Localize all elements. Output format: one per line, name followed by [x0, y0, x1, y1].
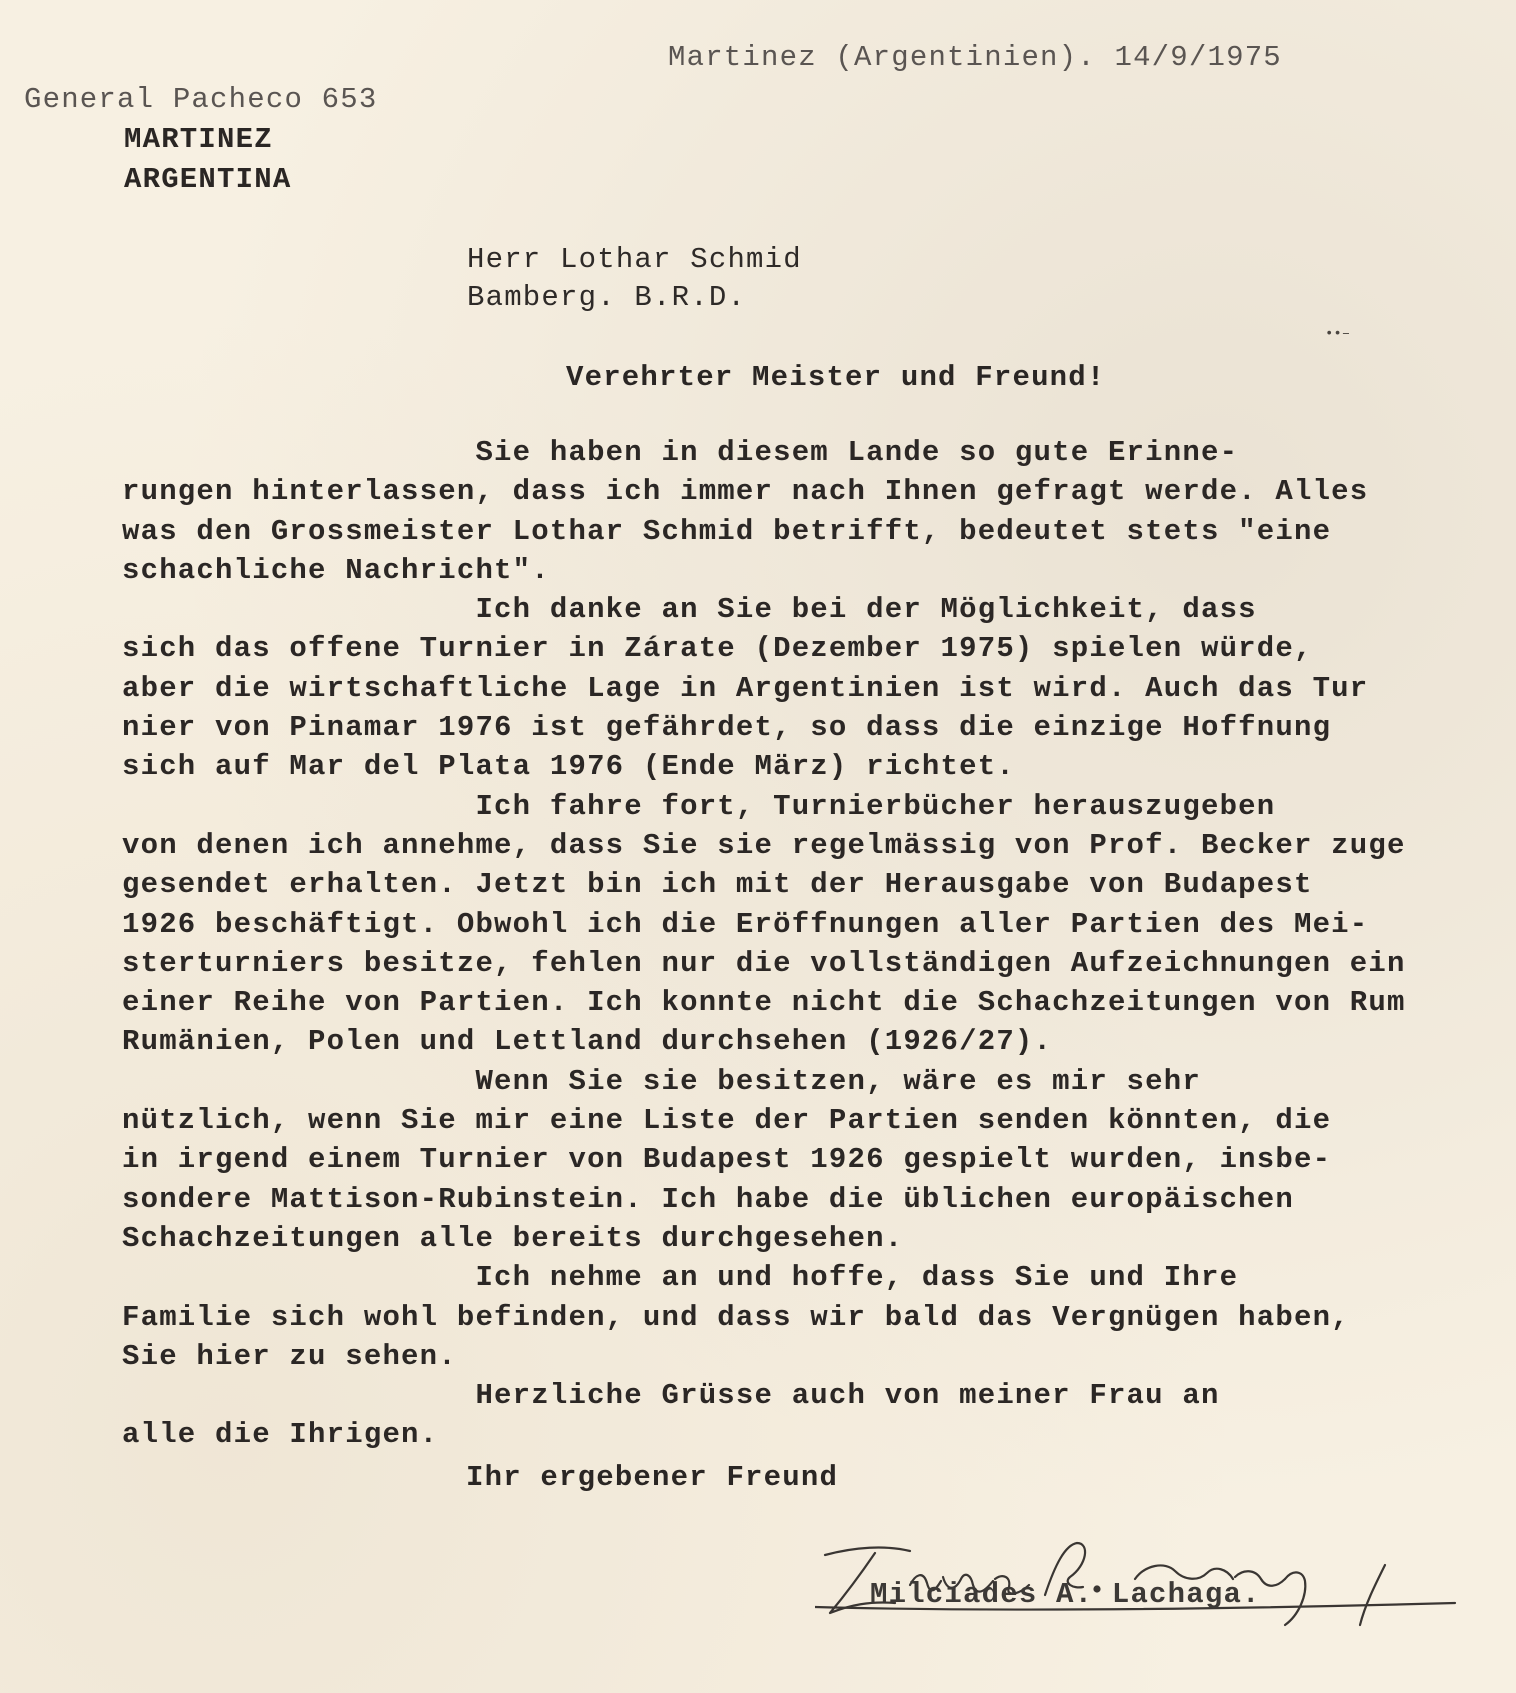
- body-line: rungen hinterlassen, dass ich immer nach Ihnen gefragt werde. Alles: [122, 475, 1369, 509]
- body-line: nützlich, wenn Sie mir eine Liste der Partien senden könnten, die: [122, 1104, 1332, 1138]
- signature-typed-name: Milciades A. Lachaga.: [870, 1578, 1261, 1611]
- sender-address-line-1: General Pacheco 653: [24, 83, 378, 116]
- body-line: Familie sich wohl befinden, und dass wir bald das Vergnügen haben,: [122, 1300, 1350, 1334]
- body-line: sich das offene Turnier in Zárate (Dezember 1975) spielen würde,: [122, 632, 1313, 666]
- body-line: Ich fahre fort, Turnierbücher herauszugeben: [122, 789, 1276, 823]
- body-line: in irgend einem Turnier von Budapest 1926 gespielt wurden, insbe-: [122, 1143, 1332, 1177]
- body-line: einer Reihe von Partien. Ich konnte nicht die Schachzeitungen von Rum: [122, 986, 1406, 1020]
- body-line: Ich danke an Sie bei der Möglichkeit, dass: [122, 593, 1257, 627]
- body-line: schachliche Nachricht".: [122, 553, 550, 587]
- body-line: sterturniers besitze, fehlen nur die vollständigen Aufzeichnungen ein: [122, 946, 1406, 980]
- body-line: sondere Mattison-Rubinstein. Ich habe die üblichen europäischen: [122, 1182, 1294, 1216]
- recipient-name: Herr Lothar Schmid: [467, 243, 802, 276]
- body-line: Schachzeitungen alle bereits durchgesehen.: [122, 1221, 904, 1255]
- body-line: gesendet erhalten. Jetzt bin ich mit der Herausgabe von Budapest: [122, 868, 1313, 902]
- recipient-city: Bamberg. B.R.D.: [467, 281, 747, 314]
- body-line: alle die Ihrigen.: [122, 1418, 439, 1452]
- body-line: Herzliche Grüsse auch von meiner Frau an: [122, 1379, 1220, 1413]
- body-line: Wenn Sie sie besitzen, wäre es mir sehr: [122, 1064, 1201, 1098]
- body-line: 1926 beschäftigt. Obwohl ich die Eröffnungen aller Partien des Mei-: [122, 907, 1369, 941]
- letter-body: [122, 433, 1512, 1455]
- body-line: Rumänien, Polen und Lettland durchsehen (1926/27).: [122, 1025, 1053, 1059]
- typing-mark: ••–: [1325, 326, 1351, 342]
- body-line: Sie haben in diesem Lande so gute Erinne-: [122, 436, 1239, 469]
- closing: Ihr ergebener Freund: [466, 1461, 839, 1494]
- body-line: nier von Pinamar 1976 ist gefährdet, so dass die einzige Hoffnung: [122, 711, 1332, 745]
- place-date: Martinez (Argentinien). 14/9/1975: [668, 41, 1282, 74]
- body-line: aber die wirtschaftliche Lage in Argentinien ist wird. Auch das Tur: [122, 671, 1369, 705]
- body-line: sich auf Mar del Plata 1976 (Ende März) richtet.: [122, 750, 1015, 784]
- sender-address-line-2: MARTINEZ: [124, 123, 273, 156]
- salutation: Verehrter Meister und Freund!: [566, 361, 1106, 394]
- body-line: was den Grossmeister Lothar Schmid betrifft, bedeutet stets "eine: [122, 514, 1332, 548]
- sender-address-line-3: ARGENTINA: [124, 163, 292, 196]
- body-line: Sie hier zu sehen.: [122, 1339, 457, 1373]
- body-line: Ich nehme an und hoffe, dass Sie und Ihre: [122, 1261, 1239, 1295]
- body-line: von denen ich annehme, dass Sie sie regelmässig von Prof. Becker zuge: [122, 828, 1406, 862]
